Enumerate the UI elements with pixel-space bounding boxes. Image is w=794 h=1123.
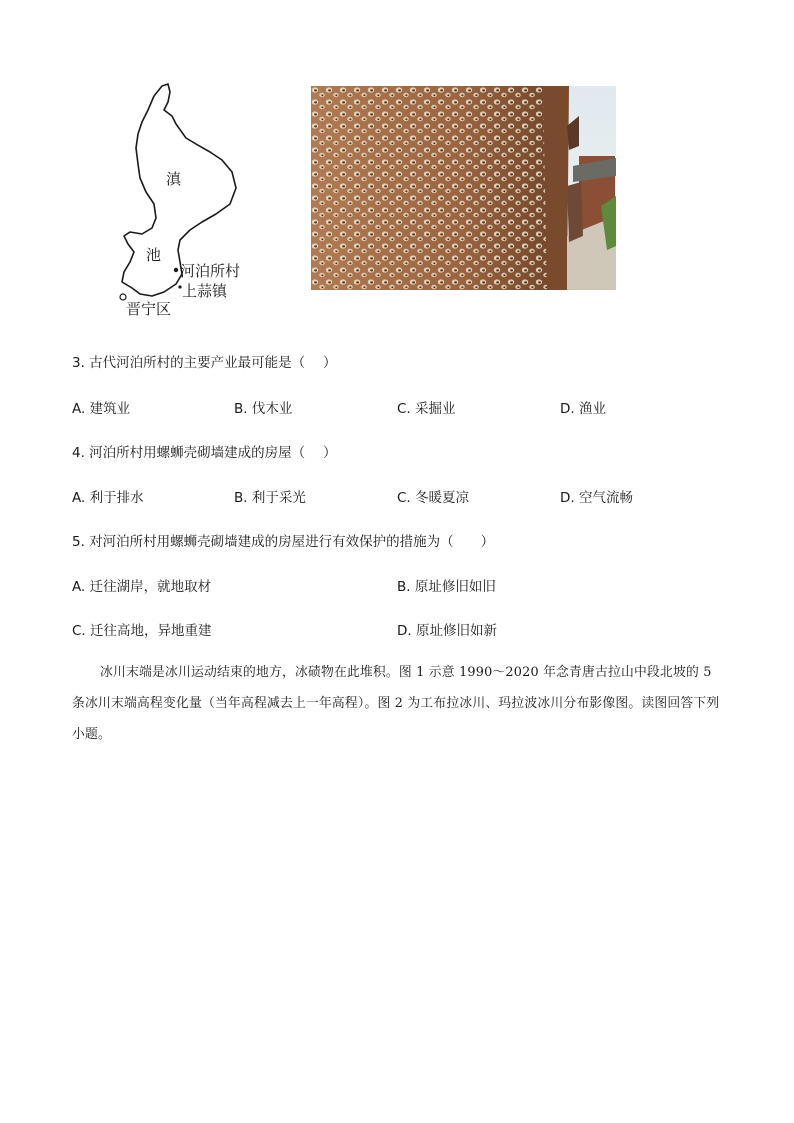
question-5-stem: 5. 对河泊所村用螺蛳壳砌墙建成的房屋进行有效保护的措施为（ ）: [72, 534, 495, 550]
q4-option-c[interactable]: C. 冬暖夏凉: [397, 490, 470, 506]
q3-option-a[interactable]: A. 建筑业: [72, 401, 131, 417]
question-3-stem: 3. 古代河泊所村的主要产业最可能是（ ）: [72, 355, 337, 371]
question-4-stem: 4. 河泊所村用螺蛳壳砌墙建成的房屋（ ）: [72, 445, 337, 461]
q5-option-a[interactable]: A. 迁往湖岸，就地取材: [72, 579, 212, 595]
village-dot: [174, 268, 178, 272]
glacier-passage: 冰川末端是冰川运动结束的地方，冰碛物在此堆积。图 1 示意 1990～2020 年念青唐古拉山中段北坡的 5 条冰川末端高程变化量（当年高程减去上一年高程）。图 2 为工布拉冰川、玛拉波冰川分布影像图。读图回答下列小题。: [72, 665, 720, 742]
q4-option-a[interactable]: A. 利于排水: [72, 490, 144, 506]
map-label-town: 上蒜镇: [182, 282, 228, 300]
q4-option-d[interactable]: D. 空气流畅: [560, 490, 633, 506]
q5-option-d[interactable]: D. 原址修旧如新: [397, 623, 497, 639]
q3-option-c[interactable]: C. 采掘业: [397, 401, 456, 417]
q5-option-c[interactable]: C. 迁往高地，异地重建: [72, 623, 212, 639]
q4-option-b[interactable]: B. 利于采光: [234, 490, 306, 506]
map-label-lake-lower: 池: [146, 246, 162, 264]
map-label-district: 晋宁区: [126, 300, 172, 318]
lake-outline-figure: [110, 80, 270, 320]
q3-option-d[interactable]: D. 渔业: [560, 401, 606, 417]
map-label-lake-upper: 滇: [166, 170, 182, 188]
q5-option-b[interactable]: B. 原址修旧如旧: [397, 579, 496, 595]
map-label-village: 河泊所村: [180, 262, 241, 280]
shell-wall-photo: [311, 86, 616, 290]
dianchi-map: [110, 80, 270, 320]
q3-option-b[interactable]: B. 伐木业: [234, 401, 293, 417]
